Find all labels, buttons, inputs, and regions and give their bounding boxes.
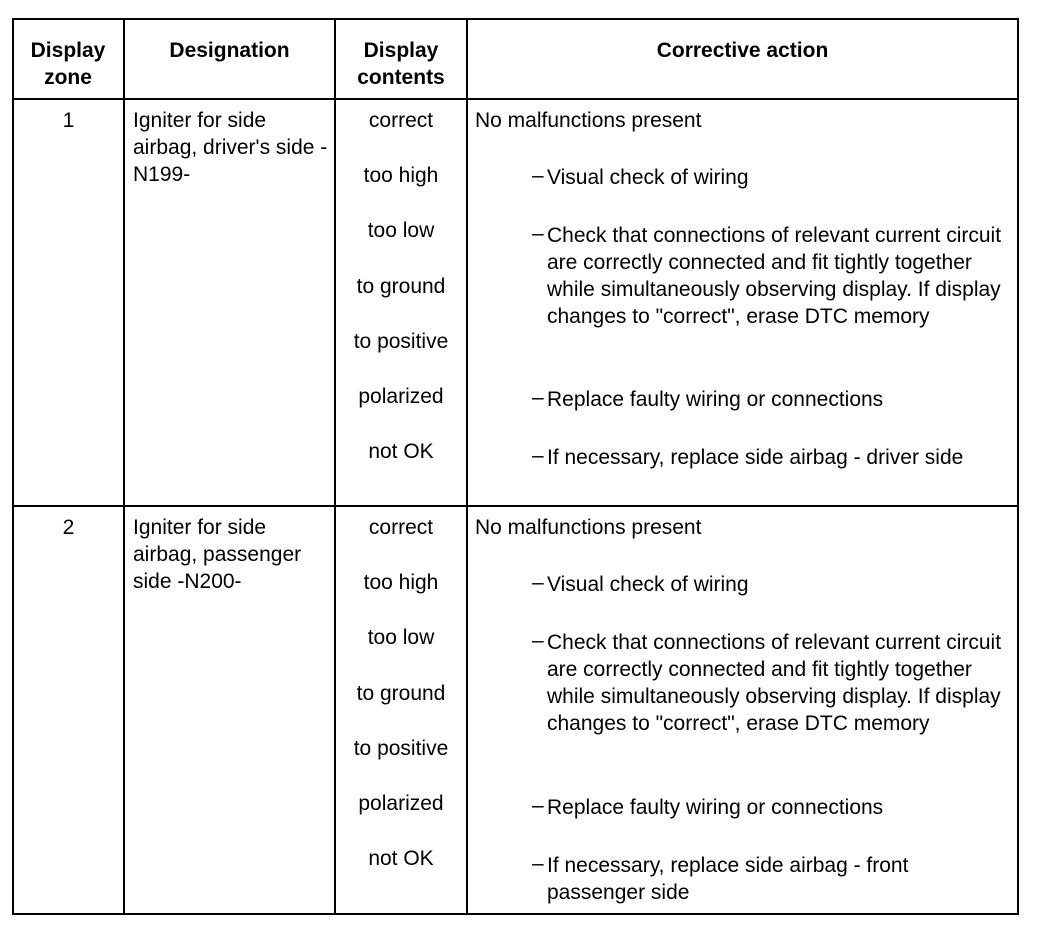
- action-text: Check that connections of relevant current circuit are correctly connected and fit tightly together while simultaneously observing display. If display changes to "correct", erase DTC memory: [547, 224, 1002, 328]
- column-divider: [123, 18, 125, 915]
- column-divider: [12, 18, 14, 915]
- row1-content-correct: correct: [368, 109, 434, 132]
- action-text: Replace faulty wiring or connections: [547, 388, 884, 411]
- row2-action-check-connections: [532, 629, 1015, 737]
- dash-bullet: –: [532, 571, 544, 594]
- row2-content-polarized: polarized: [358, 792, 444, 815]
- row-divider: [12, 505, 1019, 507]
- row1-content-too-high: too high: [363, 164, 439, 187]
- table-bottom-border: [12, 913, 1019, 915]
- row1-content-not-ok: not OK: [368, 440, 434, 463]
- dash-bullet: –: [532, 444, 544, 467]
- header-display-zone: Display zone: [30, 39, 106, 89]
- row2-content-to-ground: to ground: [356, 682, 446, 705]
- row2-no-malfunctions: No malfunctions present: [475, 516, 702, 539]
- header-bottom-border: [12, 98, 1019, 100]
- dash-bullet: –: [532, 222, 544, 245]
- row1-action-replace-wiring: [532, 386, 1017, 413]
- row2-content-too-low: too low: [367, 626, 435, 649]
- row1-content-too-low: too low: [367, 219, 435, 242]
- row2-content-to-positive: to positive: [353, 737, 449, 760]
- header-corrective-action: Corrective action: [656, 39, 829, 62]
- header-designation: Designation: [169, 39, 290, 62]
- row1-content-to-positive: to positive: [353, 330, 449, 353]
- row1-zone: 1: [62, 109, 75, 132]
- row1-action-replace-airbag: [532, 444, 987, 471]
- header-display-contents: Display contents: [357, 39, 445, 89]
- row2-action-visual-check: [532, 571, 1017, 598]
- row1-no-malfunctions: No malfunctions present: [475, 109, 702, 132]
- column-divider: [1017, 18, 1019, 915]
- table-top-border: [12, 18, 1019, 20]
- row2-content-correct: correct: [368, 516, 434, 539]
- row1-content-to-ground: to ground: [356, 275, 446, 298]
- action-text: Check that connections of relevant current circuit are correctly connected and fit tightly together while simultaneously observing display. If display changes to "correct", erase DTC memory: [547, 631, 1002, 735]
- row1-action-visual-check: [532, 164, 1017, 191]
- dash-bullet: –: [532, 629, 544, 652]
- action-text: If necessary, replace side airbag - driver side: [547, 446, 964, 469]
- row2-action-replace-airbag: [532, 852, 987, 906]
- dash-bullet: –: [532, 852, 544, 875]
- dash-bullet: –: [532, 794, 544, 817]
- row2-designation: Igniter for side airbag, passenger side -N200-: [133, 516, 302, 593]
- row1-action-check-connections: [532, 222, 1015, 330]
- dash-bullet: –: [532, 164, 544, 187]
- column-divider: [466, 18, 468, 915]
- row1-designation: Igniter for side airbag, driver's side -N199-: [133, 109, 328, 186]
- row1-content-polarized: polarized: [358, 385, 444, 408]
- row2-action-replace-wiring: [532, 794, 1017, 821]
- airbag-diagnosis-table: [12, 18, 1019, 915]
- action-text: If necessary, replace side airbag - front passenger side: [547, 854, 909, 904]
- action-text: Visual check of wiring: [547, 166, 749, 189]
- action-text: Replace faulty wiring or connections: [547, 796, 884, 819]
- row2-content-not-ok: not OK: [368, 847, 434, 870]
- row2-content-too-high: too high: [363, 571, 439, 594]
- row2-zone: 2: [62, 516, 75, 539]
- column-divider: [334, 18, 336, 915]
- action-text: Visual check of wiring: [547, 573, 749, 596]
- dash-bullet: –: [532, 386, 544, 409]
